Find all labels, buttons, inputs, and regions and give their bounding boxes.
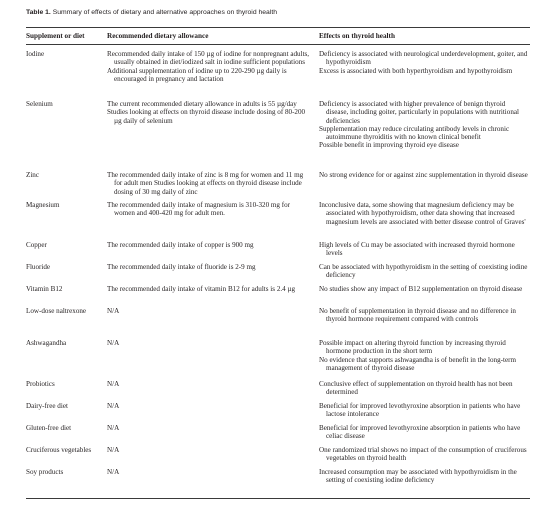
table-bottom-rule (26, 498, 530, 499)
row-effects-text: No studies show any impact of B12 supplementation on thyroid disease (319, 285, 523, 293)
row-effects (319, 402, 529, 419)
row-effects (319, 50, 529, 75)
row-supplement-name (26, 339, 106, 347)
header-supplement: Supplement or diet (26, 32, 85, 40)
row-effects-text: Deficiency is associated with neurological underdevelopment, goiter, and hypothyroidism (319, 50, 528, 67)
row-allowance (107, 171, 312, 196)
row-effects (319, 100, 529, 150)
row-allowance-text: N/A (107, 380, 120, 388)
row-effects (319, 380, 529, 397)
row-effects (319, 171, 529, 179)
row-allowance-text: Studies looking at effects on thyroid disease include dosing of 80-200 µg daily of selenium (107, 108, 306, 125)
row-allowance (107, 50, 312, 83)
row-supplement-name-text: Selenium (26, 100, 53, 108)
row-effects-text: Beneficial for improved levothyroxine absorption in patients who have lactose intolerance (319, 402, 521, 419)
row-allowance (107, 241, 312, 249)
row-allowance (107, 100, 312, 125)
row-effects (319, 339, 529, 372)
row-allowance (107, 263, 312, 271)
row-supplement-name-text: Probiotics (26, 380, 55, 388)
row-effects-text: Deficiency is associated with higher prevalence of benign thyroid disease, including goiter, particularly in populations with nutritional deficiencies (319, 100, 519, 125)
row-effects (319, 468, 529, 485)
row-effects (319, 446, 529, 463)
row-supplement-name (26, 468, 106, 476)
row-allowance-text: The recommended daily intake of copper is 900 mg (107, 241, 254, 249)
row-effects (319, 424, 529, 441)
row-allowance-text: The recommended daily intake of fluoride is 2-9 mg (107, 263, 256, 271)
row-effects-text: One randomized trial shows no impact of the consumption of cruciferous vegetables on thyroid health (319, 446, 527, 463)
row-effects-text: No evidence that supports ashwagandha is of benefit in the long-term management of thyroid disease (319, 355, 516, 372)
row-allowance-text: N/A (107, 468, 120, 476)
row-supplement-name-text: Copper (26, 241, 47, 249)
row-allowance-text: The recommended daily intake of zinc is 8 mg for women and 11 mg for adult men Studies looking at effects on thyroid disease include dosing of 30 mg daily of zinc (107, 171, 304, 196)
row-allowance-text: Recommended daily intake of 150 µg of iodine for nonpregnant adults, usually obtained in diet/iodized salt in iodine sufficient populations (107, 50, 310, 67)
row-supplement-name-text: Soy products (26, 468, 64, 476)
row-allowance (107, 201, 312, 218)
row-allowance-text: The recommended daily intake of vitamin B12 for adults is 2.4 µg (107, 285, 296, 293)
row-supplement-name (26, 307, 106, 315)
row-effects-text: No strong evidence for or against zinc supplementation in thyroid disease (319, 171, 528, 179)
row-allowance (107, 380, 312, 388)
row-allowance-text: N/A (107, 402, 120, 410)
row-allowance (107, 285, 312, 293)
row-effects (319, 285, 529, 293)
row-allowance-text: N/A (107, 446, 120, 454)
row-allowance (107, 307, 312, 315)
row-allowance-text: Additional supplementation of iodine up to 220-290 µg daily is encouraged in pregnancy and lactation (107, 66, 287, 83)
row-effects-text: High levels of Cu may be associated with increased thyroid hormone levels (319, 241, 515, 258)
row-effects (319, 241, 529, 258)
row-effects-text: Supplementation may reduce circulating antibody levels in chronic autoimmune thyroiditis with no known clinical benefit (319, 124, 510, 142)
row-allowance-text: N/A (107, 424, 120, 432)
row-allowance (107, 424, 312, 432)
row-effects-text: Conclusive effect of supplementation on thyroid health has not been determined (319, 380, 513, 397)
table-caption-text: Summary of effects of dietary and alternative approaches on thyroid health (52, 9, 278, 16)
row-effects-text: Increased consumption may be associated with hypothyroidism in the setting of coexisting iodine deficiency (319, 468, 517, 485)
row-effects-text: Possible benefit in improving thyroid eye disease (319, 141, 459, 150)
row-supplement-name-text: Iodine (26, 50, 45, 58)
row-allowance (107, 446, 312, 454)
row-supplement-name (26, 201, 106, 209)
row-effects-text: Beneficial for improved levothyroxine absorption in patients who have celiac disease (319, 424, 521, 441)
table-header-rule (26, 44, 530, 45)
row-supplement-name-text: Fluoride (26, 263, 51, 271)
row-effects (319, 201, 529, 226)
row-supplement-name (26, 446, 106, 454)
row-supplement-name (26, 263, 106, 271)
row-supplement-name-text: Zinc (26, 171, 39, 179)
row-supplement-name-text: Magnesium (26, 201, 60, 209)
table-caption-label: Table 1. (26, 9, 51, 16)
row-effects-text: Possible impact on altering thyroid function by increasing thyroid hormone production in the short term (319, 339, 506, 356)
row-supplement-name-text: Ashwagandha (26, 339, 67, 347)
row-supplement-name-text: Low-dose naltrexone (26, 307, 87, 315)
table-top-rule (26, 27, 530, 28)
row-supplement-name (26, 50, 106, 58)
row-allowance (107, 468, 312, 476)
row-effects-text: Can be associated with hypothyroidism in the setting of coexisting iodine deficiency (319, 263, 528, 280)
row-allowance-text: The current recommended dietary allowance in adults is 55 µg/day (107, 100, 297, 108)
row-supplement-name-text: Vitamin B12 (26, 285, 63, 293)
row-supplement-name-text: Cruciferous vegetables (26, 446, 92, 454)
row-allowance-text: The recommended daily intake of magnesium is 310-320 mg for women and 400-420 mg for adult men. (107, 201, 291, 218)
row-supplement-name (26, 171, 106, 179)
row-supplement-name (26, 424, 106, 432)
row-allowance (107, 402, 312, 410)
table-caption (26, 9, 277, 16)
row-supplement-name (26, 285, 106, 293)
row-allowance (107, 339, 312, 347)
row-supplement-name-text: Dairy-free diet (26, 402, 68, 410)
row-supplement-name (26, 380, 106, 388)
row-supplement-name (26, 402, 106, 410)
row-allowance-text: N/A (107, 339, 120, 347)
row-effects-text: No benefit of supplementation in thyroid disease and no difference in thyroid hormone requirement compared with controls (319, 307, 516, 324)
row-supplement-name-text: Gluten-free diet (26, 424, 72, 432)
row-effects-text: Inconclusive data, some showing that magnesium deficiency may be associated with hypothyroidism, other data showing that increased magnesium levels are associated with better disease control of Graves' (319, 201, 526, 226)
header-effects: Effects on thyroid health (319, 32, 395, 40)
row-supplement-name (26, 241, 106, 249)
row-effects (319, 307, 529, 324)
row-supplement-name (26, 100, 106, 108)
row-effects-text: Excess is associated with both hyperthyroidism and hypothyroidism (319, 66, 513, 75)
row-allowance-text: N/A (107, 307, 120, 315)
header-allowance: Recommended dietary allowance (107, 32, 209, 40)
row-effects (319, 263, 529, 280)
